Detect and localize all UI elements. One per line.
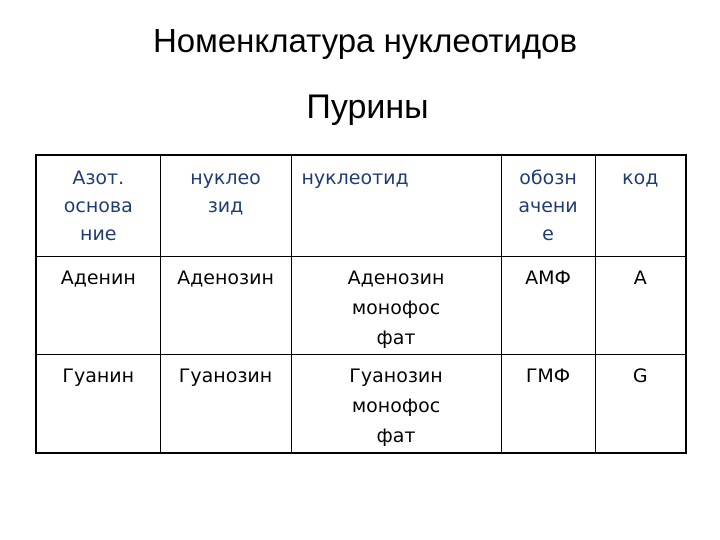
cell-text: ГМФ — [525, 365, 571, 387]
cell-line: Гуанозин — [349, 365, 443, 387]
header-cell-designation — [501, 155, 595, 257]
cell-line: фат — [376, 327, 416, 349]
table-header-row — [36, 155, 686, 257]
cell-code — [595, 355, 686, 454]
header-line: ачени — [518, 195, 578, 217]
cell-line: монофос — [351, 395, 441, 417]
slide-subtitle: Пурины — [306, 88, 429, 126]
cell-nucleoside — [160, 355, 291, 454]
cell-base — [36, 257, 160, 355]
header-line: код — [622, 167, 659, 189]
header-line: основа — [63, 195, 133, 217]
cell-text: Аденозин — [177, 267, 274, 289]
cell-text: АМФ — [525, 267, 571, 289]
cell-text: Гуанин — [62, 365, 135, 387]
nomenclature-table — [35, 154, 687, 454]
cell-text: Аденин — [60, 267, 136, 289]
header-cell-nucleotide — [291, 155, 501, 257]
cell-designation — [501, 257, 595, 355]
cell-code — [595, 257, 686, 355]
cell-line: Аденозин — [347, 267, 445, 289]
header-cell-code — [595, 155, 686, 257]
slide-title: Номенклатура нуклеотидов — [152, 22, 578, 59]
cell-line: монофос — [351, 297, 441, 319]
header-line: ние — [80, 223, 117, 245]
header-line: нуклеотид — [301, 167, 409, 189]
header-cell-base — [36, 155, 160, 257]
header-line: обозн — [519, 167, 577, 189]
cell-nucleotide — [291, 355, 501, 454]
cell-text: A — [633, 267, 647, 289]
cell-designation — [501, 355, 595, 454]
cell-nucleotide — [291, 257, 501, 355]
cell-line: фат — [376, 425, 416, 447]
cell-text: G — [632, 365, 648, 387]
header-line: зид — [207, 195, 244, 217]
table-row — [36, 257, 686, 355]
cell-base — [36, 355, 160, 454]
header-line: е — [542, 223, 554, 245]
header-cell-nucleoside — [160, 155, 291, 257]
cell-text: Гуанозин — [178, 365, 273, 387]
header-line: нуклео — [190, 167, 261, 189]
header-line: Азот. — [72, 167, 125, 189]
table-row — [36, 355, 686, 454]
cell-nucleoside — [160, 257, 291, 355]
